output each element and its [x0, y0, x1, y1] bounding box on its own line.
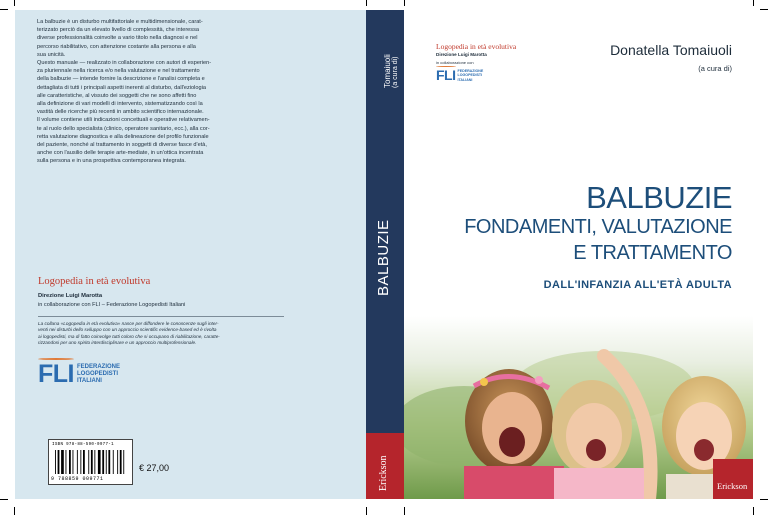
barcode-bar [66, 450, 67, 474]
publisher-badge [713, 459, 753, 499]
fli-line1: FEDERAZIONE [457, 69, 484, 73]
spine-cura: (a cura di) [392, 56, 399, 88]
fli-line3: ITALIANI [77, 378, 102, 384]
fli-line1: FEDERAZIONE [77, 364, 121, 370]
back-collaboration: in collaborazione con FLI – Federazione Logopedisti Italiani [38, 302, 186, 308]
barcode-bar [94, 450, 95, 474]
spine-publisher-band [366, 433, 404, 499]
barcode-bar [55, 450, 56, 474]
barcode-bar [91, 450, 93, 474]
spine-publisher: Erickson [378, 455, 389, 491]
barcode-bar [61, 450, 64, 474]
front-series-title: Logopedia in età evolutiva [436, 42, 517, 51]
fli-line2: LOGOPEDISTI [77, 371, 119, 377]
spine-author: Tomaiuoli [383, 54, 392, 88]
spine [366, 10, 404, 499]
crop-mark [753, 507, 754, 515]
front-cover [404, 10, 753, 499]
fli-letters: FLI [38, 360, 74, 388]
barcode-bar [98, 450, 101, 474]
fli-letters: FLI [436, 67, 456, 83]
description-line: alla definizione di vari modelli di intervento, sistematizzando così la [37, 101, 203, 108]
description-line: sulla persona e in una prospettiva contemporanea integrata. [37, 158, 186, 165]
barcode-bar [58, 450, 60, 474]
barcode-bar [120, 450, 122, 474]
barcode-bar [83, 450, 85, 474]
subtitle-line2: E TRATTAMENTO [573, 242, 732, 264]
back-cover [15, 10, 366, 499]
description-line: terizzato perciò da un elevato livello di complessità, che interessa [37, 27, 199, 34]
spine-title: BALBUZIE [375, 219, 392, 296]
divider [38, 316, 284, 317]
description-line: sua unicità. [37, 51, 66, 58]
description-line: percorso riabilitativo, con attenzione costante alla persona e alla [37, 43, 196, 50]
fli-swoosh-icon [436, 66, 456, 67]
description-line: retta valutazione diagnostica e alla delineazione del profilo funzionale [37, 133, 209, 140]
crop-mark [404, 0, 405, 6]
description-line: alle caratteristiche, al vissuto dei soggetti che ne sono affetti fino [37, 92, 197, 99]
description-line: della balbuzie — intende fornire la descrizione e l'analisi completa e [37, 76, 205, 83]
crop-mark [404, 507, 405, 515]
back-series-director: Direzione Luigi Marotta [38, 293, 103, 299]
fli-line3: ITALIANI [457, 77, 473, 82]
cover-photo-children [404, 316, 753, 499]
crop-mark [366, 507, 367, 515]
description-line: del paziente, nonché al trattamento in soggetti di diverse fasce d'età, [37, 142, 207, 149]
fli-logo-text [77, 364, 120, 385]
front-series-director: Direzione Luigi Marotta [436, 52, 487, 57]
crop-mark [0, 499, 8, 500]
crop-mark [14, 507, 15, 515]
crop-mark [760, 9, 768, 10]
barcode-bar [73, 450, 74, 474]
description-line: za pluriennale nella ricerca e/o nella valutazione e nel trattamento [37, 68, 200, 75]
barcode-bar [106, 450, 107, 474]
fli-swoosh-icon [38, 358, 74, 360]
description-line: vastità delle ricerche più recenti in ambito scientifico internazionale. [37, 109, 204, 116]
back-collection-note [38, 321, 278, 346]
crop-mark [14, 0, 15, 6]
front-collaboration: in collaborazione con [436, 60, 474, 65]
description-line: La balbuzie è un disturbo multifattoriale e multidimensionale, carat- [37, 19, 203, 25]
back-description [37, 18, 259, 166]
subtitle-line1: FONDAMENTI, VALUTAZIONE [464, 216, 732, 238]
crop-mark [760, 499, 768, 500]
publisher-name: Erickson [717, 481, 748, 491]
description-line: Il volume contiene utili indicazioni concettuali e operative relativamen- [37, 117, 210, 124]
fli-logo-text [458, 69, 484, 82]
barcode-bar [108, 450, 110, 474]
fli-line2: LOGOPEDISTI [457, 73, 483, 78]
collection-note-line: ai logopedisti, ma di fatto coinvolge tutti coloro che si occupano di riabilitazione, caratte- [38, 333, 220, 339]
barcode-bars [55, 450, 126, 474]
collection-note-line: venti nei disturbi dello sviluppo con un approccio scientific evidence-based ed è rivolta [38, 327, 217, 333]
book-subtitle [412, 214, 732, 266]
description-line: dettagliata di tutti i principali aspetti inerenti al disturbo, dall'eziologia [37, 84, 206, 91]
barcode-bar [77, 450, 78, 474]
crop-mark [366, 0, 367, 6]
crop-mark [0, 9, 8, 10]
author-name: Donatella Tomaiuoli [610, 42, 732, 58]
description-line: diverse professionalità coinvolte a vario titolo nella diagnosi e nel [37, 35, 198, 42]
isbn: ISBN 978-88-590-0977-1 [52, 443, 114, 447]
barcode-bar [123, 450, 124, 474]
collection-note-line: rizzandosi per uno spirito interdisciplinare e un approccio multiprofessionale. [38, 339, 197, 345]
barcode-digits: 9 788859 009771 [51, 476, 104, 482]
barcode-bar [117, 450, 118, 474]
description-line: anche con l'ausilio delle terapie arte-mediate, in un'ottica incentrata [37, 150, 204, 157]
collection-note-line: La collana «Logopedia in età evolutiva» nasce per diffondere le conoscenze sugli inter- [38, 321, 219, 326]
barcode-bar [80, 450, 81, 474]
crop-mark [753, 0, 754, 6]
barcode-bar [113, 450, 114, 474]
barcode [48, 439, 133, 485]
book-title: BALBUZIE [586, 180, 732, 215]
barcode-bar [102, 450, 104, 474]
author-role: (a cura di) [698, 64, 732, 73]
barcode-bar [88, 450, 89, 474]
fli-logo-back [38, 362, 120, 386]
price: € 27,00 [139, 463, 170, 473]
fli-logo-letters [38, 362, 74, 386]
description-line: te al ruolo dello specialista (clinico, operatore sanitario, ecc.), alla cor- [37, 125, 210, 132]
description-line: Questo manuale — realizzato in collaborazione con autori di esperien- [37, 60, 212, 67]
barcode-bar [69, 450, 71, 474]
fli-logo-letters [436, 68, 456, 82]
back-series-title: Logopedia in età evolutiva [38, 276, 151, 287]
fli-logo-front [436, 68, 483, 82]
book-tagline: DALL'INFANZIA ALL'ETÀ ADULTA [543, 279, 732, 291]
